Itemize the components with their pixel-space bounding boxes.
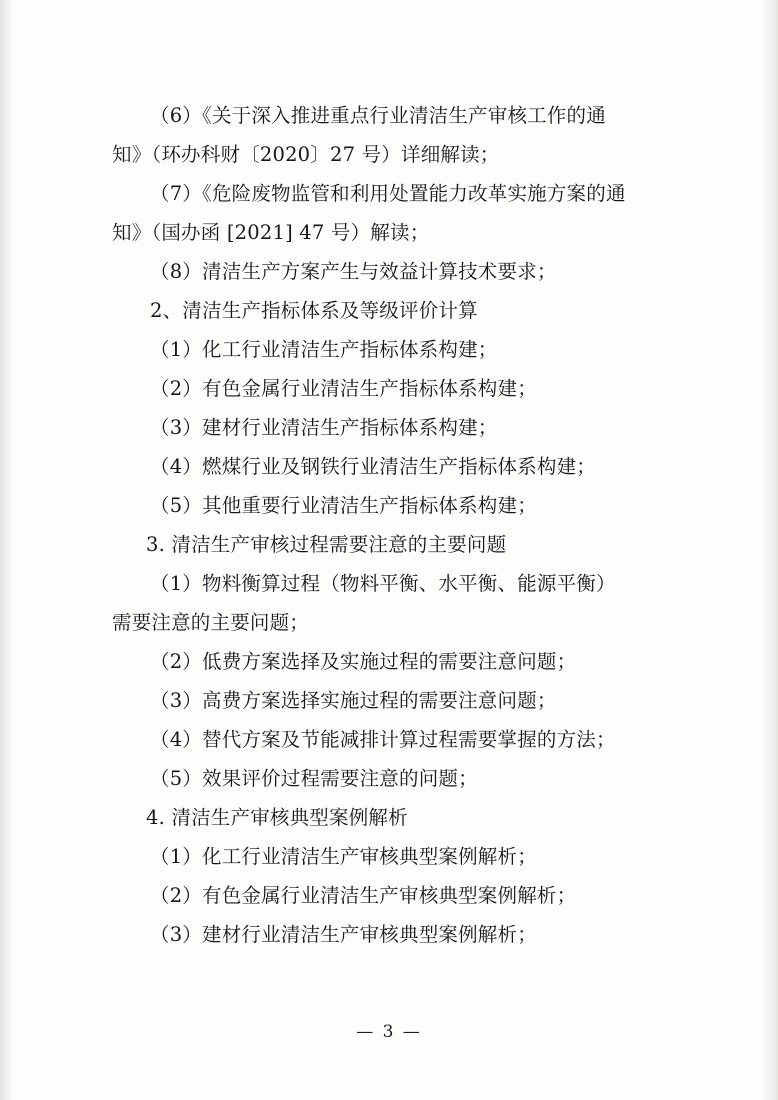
document-line: 知》（国办函 [2021] 47 号）解读； bbox=[112, 221, 430, 244]
document-line: 需要注意的主要问题； bbox=[112, 611, 310, 634]
document-line: 知》（环办科财〔2020〕27 号）详细解读； bbox=[112, 143, 500, 166]
document-line: （5）效果评价过程需要注意的问题； bbox=[150, 767, 478, 790]
document-line: （3）建材行业清洁生产审核典型案例解析； bbox=[150, 923, 537, 946]
document-line: （1）物料衡算过程（物料平衡、水平衡、能源平衡） bbox=[150, 572, 616, 595]
document-line: （1）化工行业清洁生产审核典型案例解析； bbox=[150, 845, 537, 868]
document-line: （7）《危险废物监管和利用处置能力改革实施方案的通 bbox=[150, 182, 626, 205]
document-line: （6）《关于深入推进重点行业清洁生产审核工作的通 bbox=[150, 104, 606, 127]
document-line: （2）有色金属行业清洁生产指标体系构建； bbox=[150, 377, 537, 400]
document-line: （4）替代方案及节能减排计算过程需要掌握的方法； bbox=[150, 728, 616, 751]
document-line: （8）清洁生产方案产生与效益计算技术要求； bbox=[150, 260, 557, 283]
document-line: （2）有色金属行业清洁生产审核典型案例解析； bbox=[150, 884, 577, 907]
document-line: 3. 清洁生产审核过程需要注意的主要问题 bbox=[146, 533, 507, 556]
document-line: （4）燃煤行业及钢铁行业清洁生产指标体系构建； bbox=[150, 455, 597, 478]
document-line: （2）低费方案选择及实施过程的需要注意问题； bbox=[150, 650, 577, 673]
document-body bbox=[112, 96, 677, 954]
page-number: — 3 — bbox=[356, 1022, 422, 1042]
document-line: 4. 清洁生产审核典型案例解析 bbox=[146, 806, 408, 829]
document-line: （3）建材行业清洁生产指标体系构建； bbox=[150, 416, 498, 439]
document-line: （3）高费方案选择实施过程的需要注意问题； bbox=[150, 689, 557, 712]
document-line: 2、清洁生产指标体系及等级评价计算 bbox=[150, 299, 478, 322]
document-line: （1）化工行业清洁生产指标体系构建； bbox=[150, 338, 498, 361]
document-line: （5）其他重要行业清洁生产指标体系构建； bbox=[150, 494, 537, 517]
